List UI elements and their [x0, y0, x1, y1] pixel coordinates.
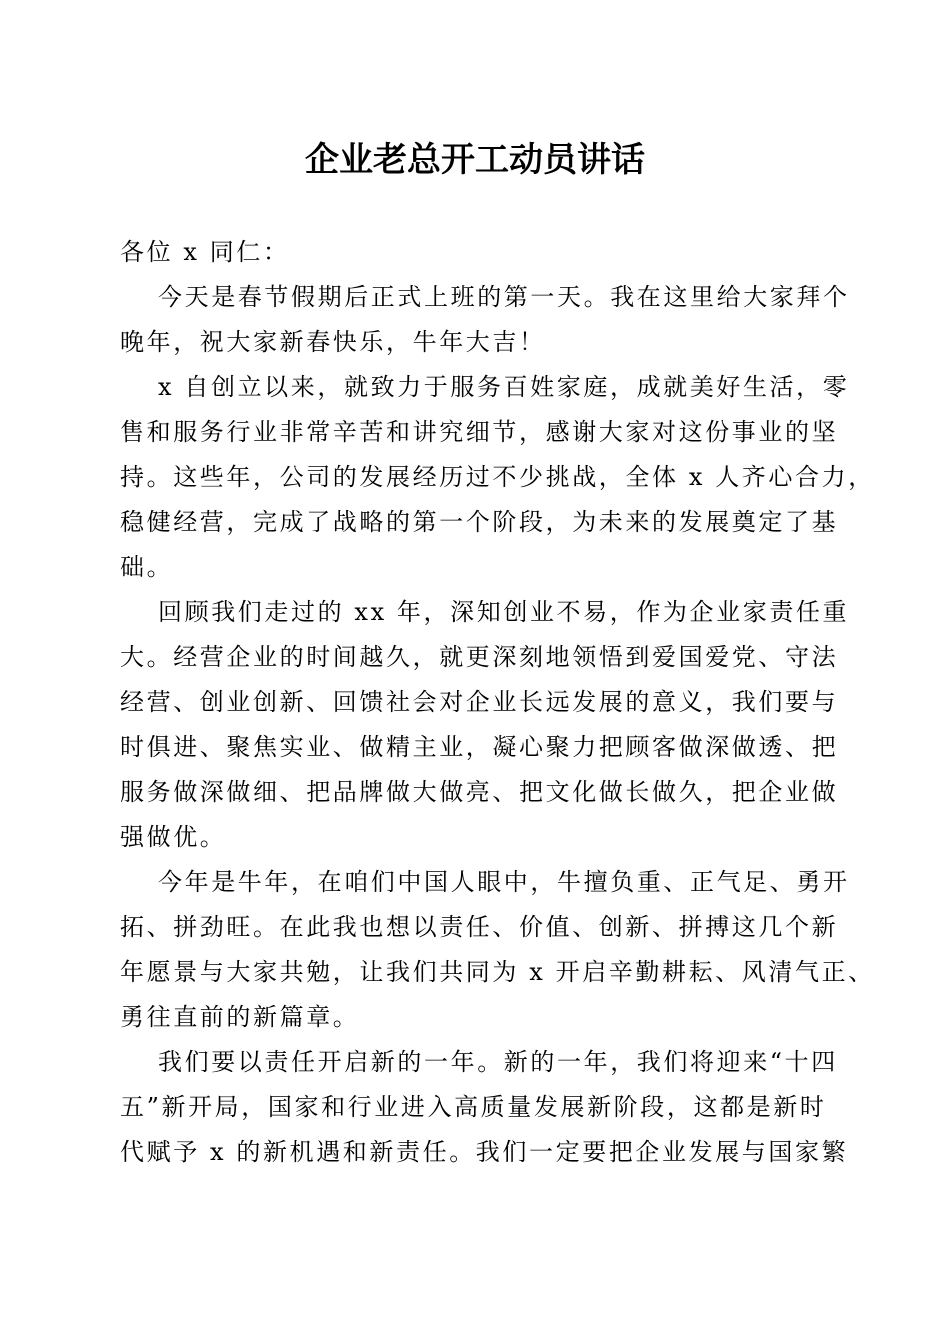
text-line: 强做优。 — [120, 823, 227, 851]
text-line: 础。 — [120, 553, 174, 581]
text-line: 拓、拼劲旺。在此我也想以责任、价值、创新、拼搏这几个新 — [120, 913, 839, 941]
text-line: 经营、创业创新、回馈社会对企业长远发展的意义，我们要与 — [120, 688, 839, 716]
text-line: 今年是牛年，在咱们中国人眼中，牛擅负重、正气足、勇开 — [158, 868, 850, 896]
text-line: 大。经营企业的时间越久，就更深刻地领悟到爱国爱党、守法 — [120, 643, 839, 671]
text-line: 我们要以责任开启新的一年。新的一年，我们将迎来“十四 — [158, 1048, 838, 1076]
text-line: 五”新开局，国家和行业进入高质量发展新阶段，这都是新时 — [120, 1093, 827, 1121]
document-body — [120, 230, 875, 1175]
text-line: 服务做深做细、把品牌做大做亮、把文化做长做久，把企业做 — [120, 778, 839, 806]
text-line: 售和服务行业非常辛苦和讲究细节，感谢大家对这份事业的坚 — [120, 418, 839, 446]
text-line: 勇往直前的新篇章。 — [120, 1003, 360, 1031]
text-line: x 自创立以来，就致力于服务百姓家庭，成就美好生活，零 — [158, 373, 850, 401]
text-line: 回顾我们走过的 xx 年，深知创业不易，作为企业家责任重 — [158, 598, 850, 626]
text-line: 代赋予 x 的新机遇和新责任。我们一定要把企业发展与国家繁 — [120, 1138, 849, 1166]
text-line: 持。这些年，公司的发展经历过不少挑战，全体 x 人齐心合力， — [120, 463, 875, 491]
text-line: 年愿景与大家共勉，让我们共同为 x 开启辛勤耕耘、风清气正、 — [120, 958, 875, 986]
text-line: 时俱进、聚焦实业、做精主业，凝心聚力把顾客做深做透、把 — [120, 733, 839, 761]
text-line: 稳健经营，完成了战略的第一个阶段，为未来的发展奠定了基 — [120, 508, 839, 536]
text-line: 今天是春节假期后正式上班的第一天。我在这里给大家拜个 — [158, 283, 850, 311]
text-line: 各位 x 同仁： — [120, 238, 290, 266]
text-line: 晚年，祝大家新春快乐，牛年大吉！ — [120, 328, 546, 356]
document-title: 企业老总开工动员讲话 — [305, 140, 645, 180]
